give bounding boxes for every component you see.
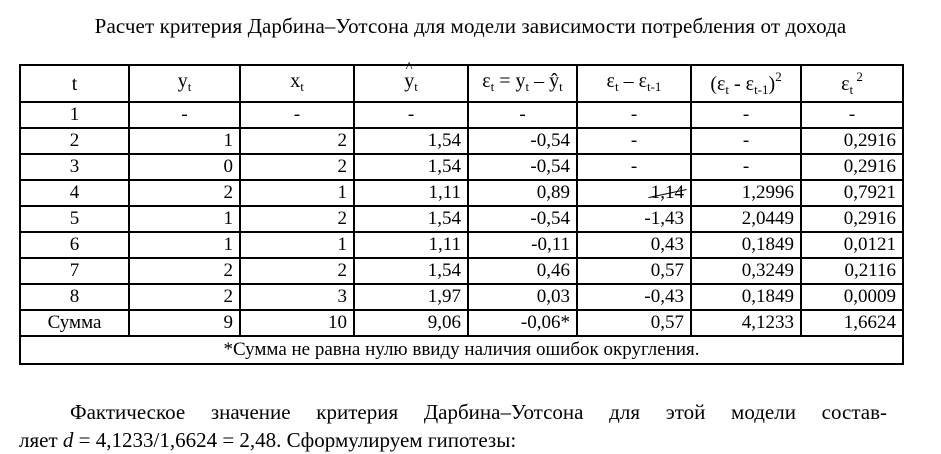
table-cell: - bbox=[691, 154, 801, 180]
table-cell: - bbox=[691, 128, 801, 154]
header-residual-diff-squared: $(\varepsilon_t - \varepsilon_{t-1})^2$ bbox=[691, 65, 801, 102]
header-t: t bbox=[20, 65, 129, 102]
table-row bbox=[20, 232, 903, 258]
table-cell: 0,2916 bbox=[801, 206, 903, 232]
table-cell: 0,57 bbox=[577, 258, 691, 284]
table-cell: 2 bbox=[129, 284, 240, 310]
table-cell: 1,54 bbox=[354, 128, 468, 154]
table-cell: - bbox=[577, 102, 691, 128]
table-row bbox=[20, 128, 903, 154]
table-row bbox=[20, 180, 903, 206]
page-title: Расчет критерия Дарбина–Уотсона для модели зависимости потребления от дохода bbox=[94, 14, 847, 38]
table-cell: 0,43 bbox=[577, 232, 691, 258]
table-cell: 0,2116 bbox=[801, 258, 903, 284]
table-cell: 1 bbox=[129, 128, 240, 154]
table-cell: 0,7921 bbox=[801, 180, 903, 206]
table-cell: 2,0449 bbox=[691, 206, 801, 232]
header-x: $x_t$ bbox=[240, 65, 354, 102]
table-cell: -0,54 bbox=[468, 154, 577, 180]
table-row bbox=[20, 206, 903, 232]
header-y: $y_t$ bbox=[129, 65, 240, 102]
table-cell: 1 bbox=[240, 180, 354, 206]
table-row bbox=[20, 258, 903, 284]
table-cell: 0 bbox=[129, 154, 240, 180]
table-cell: -0,11 bbox=[468, 232, 577, 258]
table-cell: -0,54 bbox=[468, 128, 577, 154]
header-residual-squared: $\varepsilon_t$ $^2$ bbox=[801, 65, 903, 102]
paragraph-line-2: ляет d = 4,1233/1,6624 = 2,48. Сформулируем гипотезы: bbox=[19, 428, 517, 452]
table-cell: 3 bbox=[20, 154, 129, 180]
table-cell: 6 bbox=[20, 232, 129, 258]
table-cell: Сумма bbox=[20, 310, 129, 336]
header-y-hat: ^ $y_t$ bbox=[354, 65, 468, 102]
table-cell: 2 bbox=[240, 154, 354, 180]
table-cell: 0,0121 bbox=[801, 232, 903, 258]
table-cell: - bbox=[354, 102, 468, 128]
table-cell: 0,89 bbox=[468, 180, 577, 206]
table-cell: 7 bbox=[20, 258, 129, 284]
table-cell: - bbox=[691, 102, 801, 128]
table-cell: 2 bbox=[240, 258, 354, 284]
table-cell: 1,11 bbox=[354, 180, 468, 206]
table-cell: 9,06 bbox=[354, 310, 468, 336]
table-cell: 0,2916 bbox=[801, 128, 903, 154]
table-cell: 10 bbox=[240, 310, 354, 336]
table-cell: - bbox=[577, 128, 691, 154]
table-cell: 1,54 bbox=[354, 154, 468, 180]
table-cell: 0,1849 bbox=[691, 284, 801, 310]
table-cell: 0,0009 bbox=[801, 284, 903, 310]
table-cell: 0,3249 bbox=[691, 258, 801, 284]
table-row bbox=[20, 154, 903, 180]
table-cell: - bbox=[129, 102, 240, 128]
table-row bbox=[20, 310, 903, 336]
table-cell: - bbox=[468, 102, 577, 128]
table-cell: - bbox=[240, 102, 354, 128]
table-cell: 1,6624 bbox=[801, 310, 903, 336]
body-paragraph bbox=[19, 398, 887, 454]
table-cell: 1,14 bbox=[577, 180, 691, 206]
table-cell: 1,11 bbox=[354, 232, 468, 258]
table-row bbox=[20, 102, 903, 128]
table-cell: 2 bbox=[240, 128, 354, 154]
header-residual: $\varepsilon_t = y_t$ – $ŷ_t$ bbox=[468, 65, 577, 102]
table-cell: 2 bbox=[20, 128, 129, 154]
table-cell: 1,54 bbox=[354, 258, 468, 284]
table-row bbox=[20, 284, 903, 310]
table-cell: 2 bbox=[129, 258, 240, 284]
table-cell: - bbox=[801, 102, 903, 128]
table-cell: 1 bbox=[240, 232, 354, 258]
table-cell: -0,54 bbox=[468, 206, 577, 232]
durbin-watson-table bbox=[19, 64, 904, 365]
table-cell: 1,54 bbox=[354, 206, 468, 232]
table-cell: -0,43 bbox=[577, 284, 691, 310]
table-cell: 2 bbox=[240, 206, 354, 232]
table-cell: 1,97 bbox=[354, 284, 468, 310]
table-cell: 0,57 bbox=[577, 310, 691, 336]
footnote: *Сумма не равна нулю ввиду наличия ошибок округления. bbox=[20, 336, 903, 364]
table-cell: -1,43 bbox=[577, 206, 691, 232]
table-cell: 1 bbox=[129, 232, 240, 258]
table-cell: 1 bbox=[129, 206, 240, 232]
table-cell: 0,46 bbox=[468, 258, 577, 284]
header-residual-diff: $\varepsilon_t - \varepsilon_{t-1}$ bbox=[577, 65, 691, 102]
table-cell: 4 bbox=[20, 180, 129, 206]
table-header-row bbox=[20, 65, 903, 102]
table-cell: -0,06* bbox=[468, 310, 577, 336]
table-cell: 0,03 bbox=[468, 284, 577, 310]
table-cell: 0,1849 bbox=[691, 232, 801, 258]
paragraph-line-1: Фактическое значение критерия Дарбина–Уотсона для этой модели состав- bbox=[70, 400, 887, 424]
table-cell: 1,2996 bbox=[691, 180, 801, 206]
table-cell: 0,2916 bbox=[801, 154, 903, 180]
table-cell: 5 bbox=[20, 206, 129, 232]
table-cell: 4,1233 bbox=[691, 310, 801, 336]
table-cell: 2 bbox=[129, 180, 240, 206]
table-cell: 9 bbox=[129, 310, 240, 336]
footnote-row bbox=[20, 336, 903, 364]
table-cell: - bbox=[577, 154, 691, 180]
table-cell: 1 bbox=[20, 102, 129, 128]
table-cell: 8 bbox=[20, 284, 129, 310]
table-cell: 3 bbox=[240, 284, 354, 310]
